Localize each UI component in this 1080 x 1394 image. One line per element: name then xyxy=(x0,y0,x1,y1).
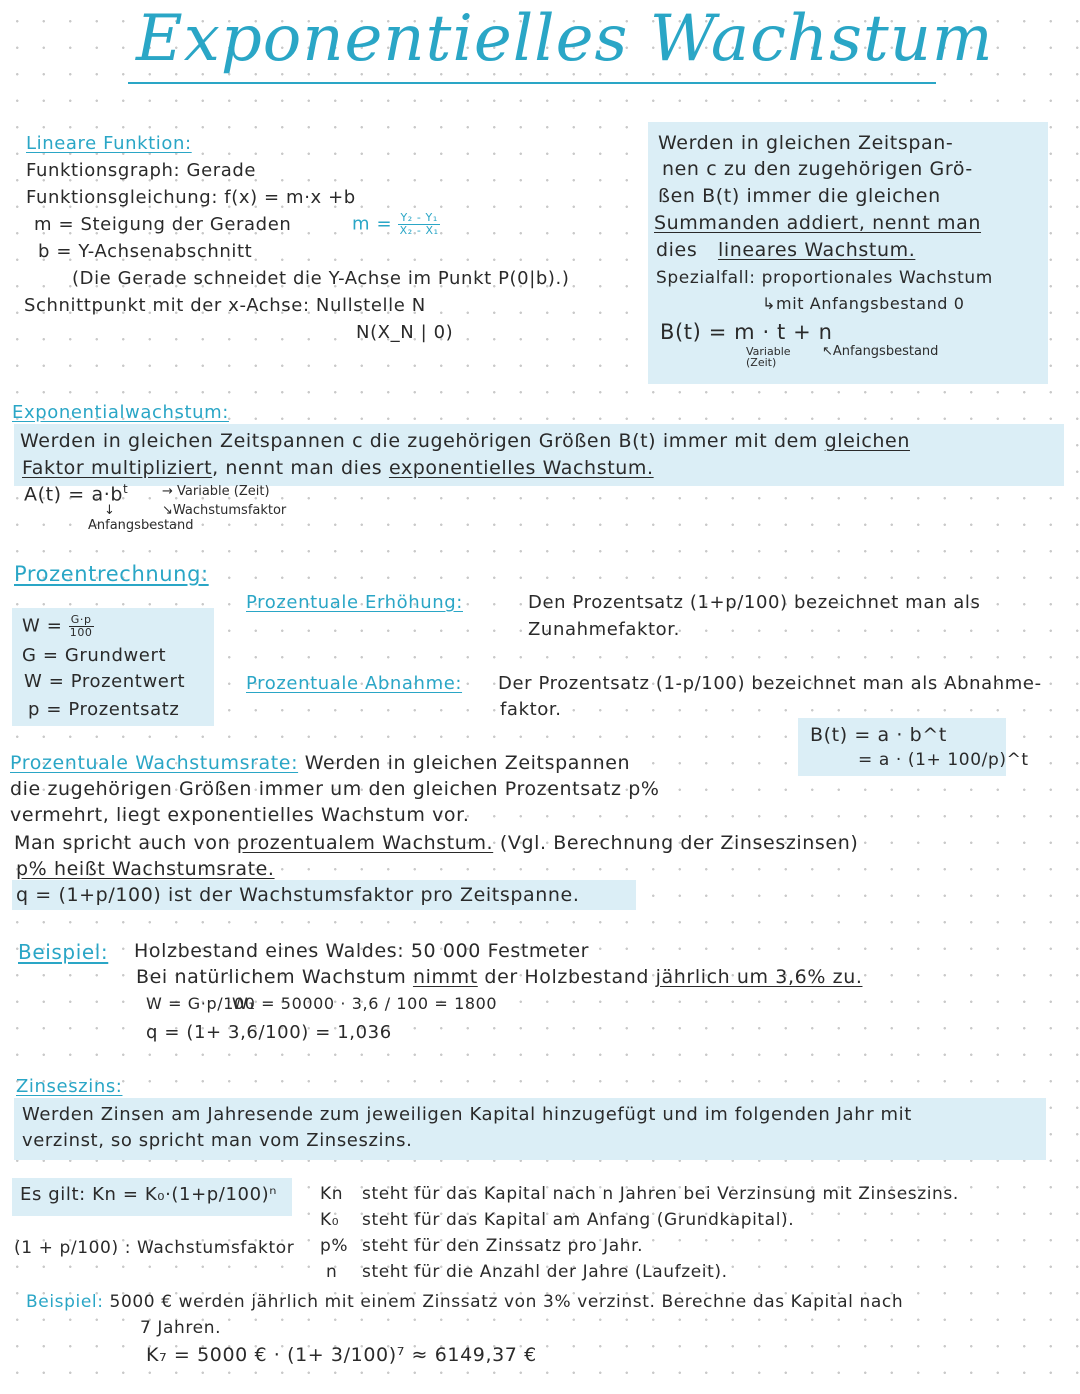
compound-line1: Werden Zinsen am Jahresende zum jeweiligen Kapital hinzugefügt und im folgenden Jahr mit xyxy=(22,1104,912,1125)
exponential-line2-text: , nennt man dies xyxy=(212,457,383,479)
zero-line: Schnittpunkt mit der x-Achse: Nullstelle N xyxy=(24,295,426,316)
example1-q-formula: q = (1+ 3,6/100) = 1,036 xyxy=(146,1022,392,1043)
compound-heading: Zinseszins: xyxy=(16,1076,123,1097)
percent-w-denominator: 100 xyxy=(69,626,93,639)
example1-line2-c: der Holzbestand xyxy=(484,966,650,988)
example1-line1: Holzbestand eines Waldes: 50 000 Festmeter xyxy=(134,940,590,962)
linear-growth-term: lineares Wachstum. xyxy=(717,239,916,261)
exponential-formula-base: A(t) = a·b xyxy=(24,483,124,506)
def-k0-text: steht für das Kapital am Anfang (Grundkapital). xyxy=(362,1210,795,1230)
slope-denominator: X₂ - X₁ xyxy=(399,224,439,237)
example1-w-formula: W = G·p/100 xyxy=(146,994,256,1013)
compound-example-calc: K₇ = 5000 € · (1+ 3/100)⁷ ≈ 6149,37 € xyxy=(146,1344,537,1366)
growth-rate-line3: vermehrt, liegt exponentielles Wachstum vor. xyxy=(10,804,470,826)
percent-p-definition: p = Prozentsatz xyxy=(28,699,180,720)
compound-example-text: 5000 € werden jährlich mit einem Zinssatz von 3% verzinst. Berechne das Kapital nach xyxy=(109,1292,904,1312)
slope-definition: m = Steigung der Geraden xyxy=(34,214,292,235)
intercept-point-line: (Die Gerade schneidet die Y-Achse im Punkt P(0|b).) xyxy=(72,268,570,289)
exponential-label-factor: ↘Wachstumsfaktor xyxy=(162,503,287,518)
def-kn-text: steht für das Kapital nach n Jahren bei Verzinsung mit Zinseszins. xyxy=(362,1184,959,1204)
page-title: Exponentielles Wachstum xyxy=(136,2,994,76)
increase-text1: Den Prozentsatz (1+p/100) bezeichnet man als xyxy=(528,592,981,613)
def-p xyxy=(320,1236,643,1256)
compound-example-line1 xyxy=(26,1292,903,1312)
increase-text2: Zunahmefaktor. xyxy=(528,619,680,640)
example1-line2-d: jährlich um 3,6% zu. xyxy=(655,966,863,988)
def-n-symbol: n xyxy=(326,1262,338,1282)
exponential-factor-emph: Faktor multipliziert xyxy=(22,457,213,479)
growth-rate-line4-a: Man spricht auch von xyxy=(14,832,231,854)
slope-formula xyxy=(352,212,440,237)
example1-line2 xyxy=(136,966,862,988)
compound-formula: Es gilt: Kn = K₀·(1+p/100)ⁿ xyxy=(20,1184,278,1205)
exponential-formula xyxy=(24,482,128,505)
decrease-text2: faktor. xyxy=(500,699,562,720)
linear-growth-line2: nen c zu den zugehörigen Grö- xyxy=(662,158,973,180)
slope-fraction xyxy=(398,212,439,237)
example1-line2-b: nimmt xyxy=(412,966,478,988)
intercept-definition: b = Y-Achsenabschnitt xyxy=(38,241,253,262)
def-k0-symbol: K₀ xyxy=(320,1210,340,1230)
percent-w-prefix: W = xyxy=(22,615,63,637)
exponential-line2 xyxy=(22,457,654,479)
def-kn xyxy=(320,1184,959,1204)
growth-rate-heading: Prozentuale Wachstumsrate: xyxy=(10,752,299,774)
decrease-label: Prozentuale Abnahme: xyxy=(246,673,463,694)
compound-line2: verzinst, so spricht man vom Zinseszins. xyxy=(22,1130,413,1151)
growth-rate-line1 xyxy=(10,752,630,774)
growth-rate-line4-c: (Vgl. Berechnung der Zinseszinsen) xyxy=(499,832,859,854)
exponential-line1 xyxy=(20,430,910,452)
growth-rate-line2: die zugehörigen Größen immer um den gleichen Prozentsatz p% xyxy=(10,778,660,800)
def-p-symbol: p% xyxy=(320,1236,349,1256)
example1-line2-a: Bei natürlichem Wachstum xyxy=(136,966,407,988)
growth-rate-line5: p% heißt Wachstumsrate. xyxy=(16,858,275,880)
def-kn-symbol: Kn xyxy=(320,1184,344,1204)
def-p-text: steht für den Zinssatz pro Jahr. xyxy=(362,1236,644,1256)
percent-w-fraction xyxy=(69,614,94,639)
compound-example-line2: 7 Jahren. xyxy=(140,1318,222,1338)
exponential-term: exponentielles Wachstum. xyxy=(388,457,654,479)
exponential-heading: Exponentialwachstum: xyxy=(12,402,229,423)
percent-w-numerator: G·p xyxy=(70,613,92,626)
exponential-label-variable: → Variable (Zeit) xyxy=(162,484,270,499)
title-underline xyxy=(128,82,936,84)
linear-growth-formula: B(t) = m · t + n xyxy=(660,320,833,344)
graph-line: Funktionsgraph: Gerade xyxy=(26,160,257,181)
linear-growth-dies: dies xyxy=(656,239,698,261)
linear-growth-line4: Summanden addiert, nennt man xyxy=(654,212,982,234)
compound-example-label: Beispiel: xyxy=(26,1292,104,1312)
decrease-text1: Der Prozentsatz (1-p/100) bezeichnet man als Abnahme- xyxy=(498,673,1042,694)
slope-numerator: Y₂ - Y₁ xyxy=(400,211,438,224)
percent-w-definition: W = Prozentwert xyxy=(24,671,186,692)
label-variable-time: Variable (Zeit) xyxy=(746,345,791,369)
zero-point: N(X_N | 0) xyxy=(356,322,454,343)
percent-g-definition: G = Grundwert xyxy=(22,645,167,666)
special-case-note: ↳mit Anfangsbestand 0 xyxy=(762,294,965,313)
slope-formula-prefix: m = xyxy=(352,213,393,235)
exponential-line1-text: Werden in gleichen Zeitspannen c die zugehörigen Größen B(t) immer mit dem xyxy=(20,430,818,452)
percent-w-formula xyxy=(22,614,94,639)
linear-function-heading: Lineare Funktion: xyxy=(26,133,192,154)
exponential-line1-emph: gleichen xyxy=(824,430,910,452)
example1-w1-formula: W₁ = 50000 · 3,6 / 100 = 1800 xyxy=(232,994,498,1013)
def-k0 xyxy=(320,1210,794,1230)
def-n-text: steht für die Anzahl der Jahre (Laufzeit). xyxy=(362,1262,728,1282)
linear-growth-line5 xyxy=(656,239,915,261)
growth-rate-line4 xyxy=(14,832,858,854)
label-start-value: ↖Anfangsbestand xyxy=(822,344,939,359)
growth-rate-line1-text: Werden in gleichen Zeitspannen xyxy=(304,752,631,774)
growth-rate-line6: q = (1+p/100) ist der Wachstumsfaktor pro Zeitspanne. xyxy=(16,884,580,906)
growth-rate-formula1: B(t) = a · b^t xyxy=(810,724,947,746)
equation-line: Funktionsgleichung: f(x) = m·x +b xyxy=(26,187,356,208)
def-n xyxy=(326,1262,728,1282)
exponential-label-start: Anfangsbestand xyxy=(88,518,194,533)
linear-growth-line1: Werden in gleichen Zeitspan- xyxy=(658,132,954,154)
growth-rate-formula2: = a · (1+ 100/p)^t xyxy=(858,750,1029,770)
example1-label: Beispiel: xyxy=(18,940,109,964)
increase-label: Prozentuale Erhöhung: xyxy=(246,592,463,613)
growth-rate-line4-b: prozentualem Wachstum. xyxy=(236,832,494,854)
exponential-start-arrow: ↓ xyxy=(104,503,115,518)
percent-heading: Prozentrechnung: xyxy=(14,562,209,586)
linear-growth-line3: ßen B(t) immer die gleichen xyxy=(658,185,941,207)
special-case: Spezialfall: proportionales Wachstum xyxy=(656,268,993,288)
exponential-formula-exp: t xyxy=(123,482,129,496)
compound-factor: (1 + p/100) : Wachstumsfaktor xyxy=(14,1238,295,1258)
